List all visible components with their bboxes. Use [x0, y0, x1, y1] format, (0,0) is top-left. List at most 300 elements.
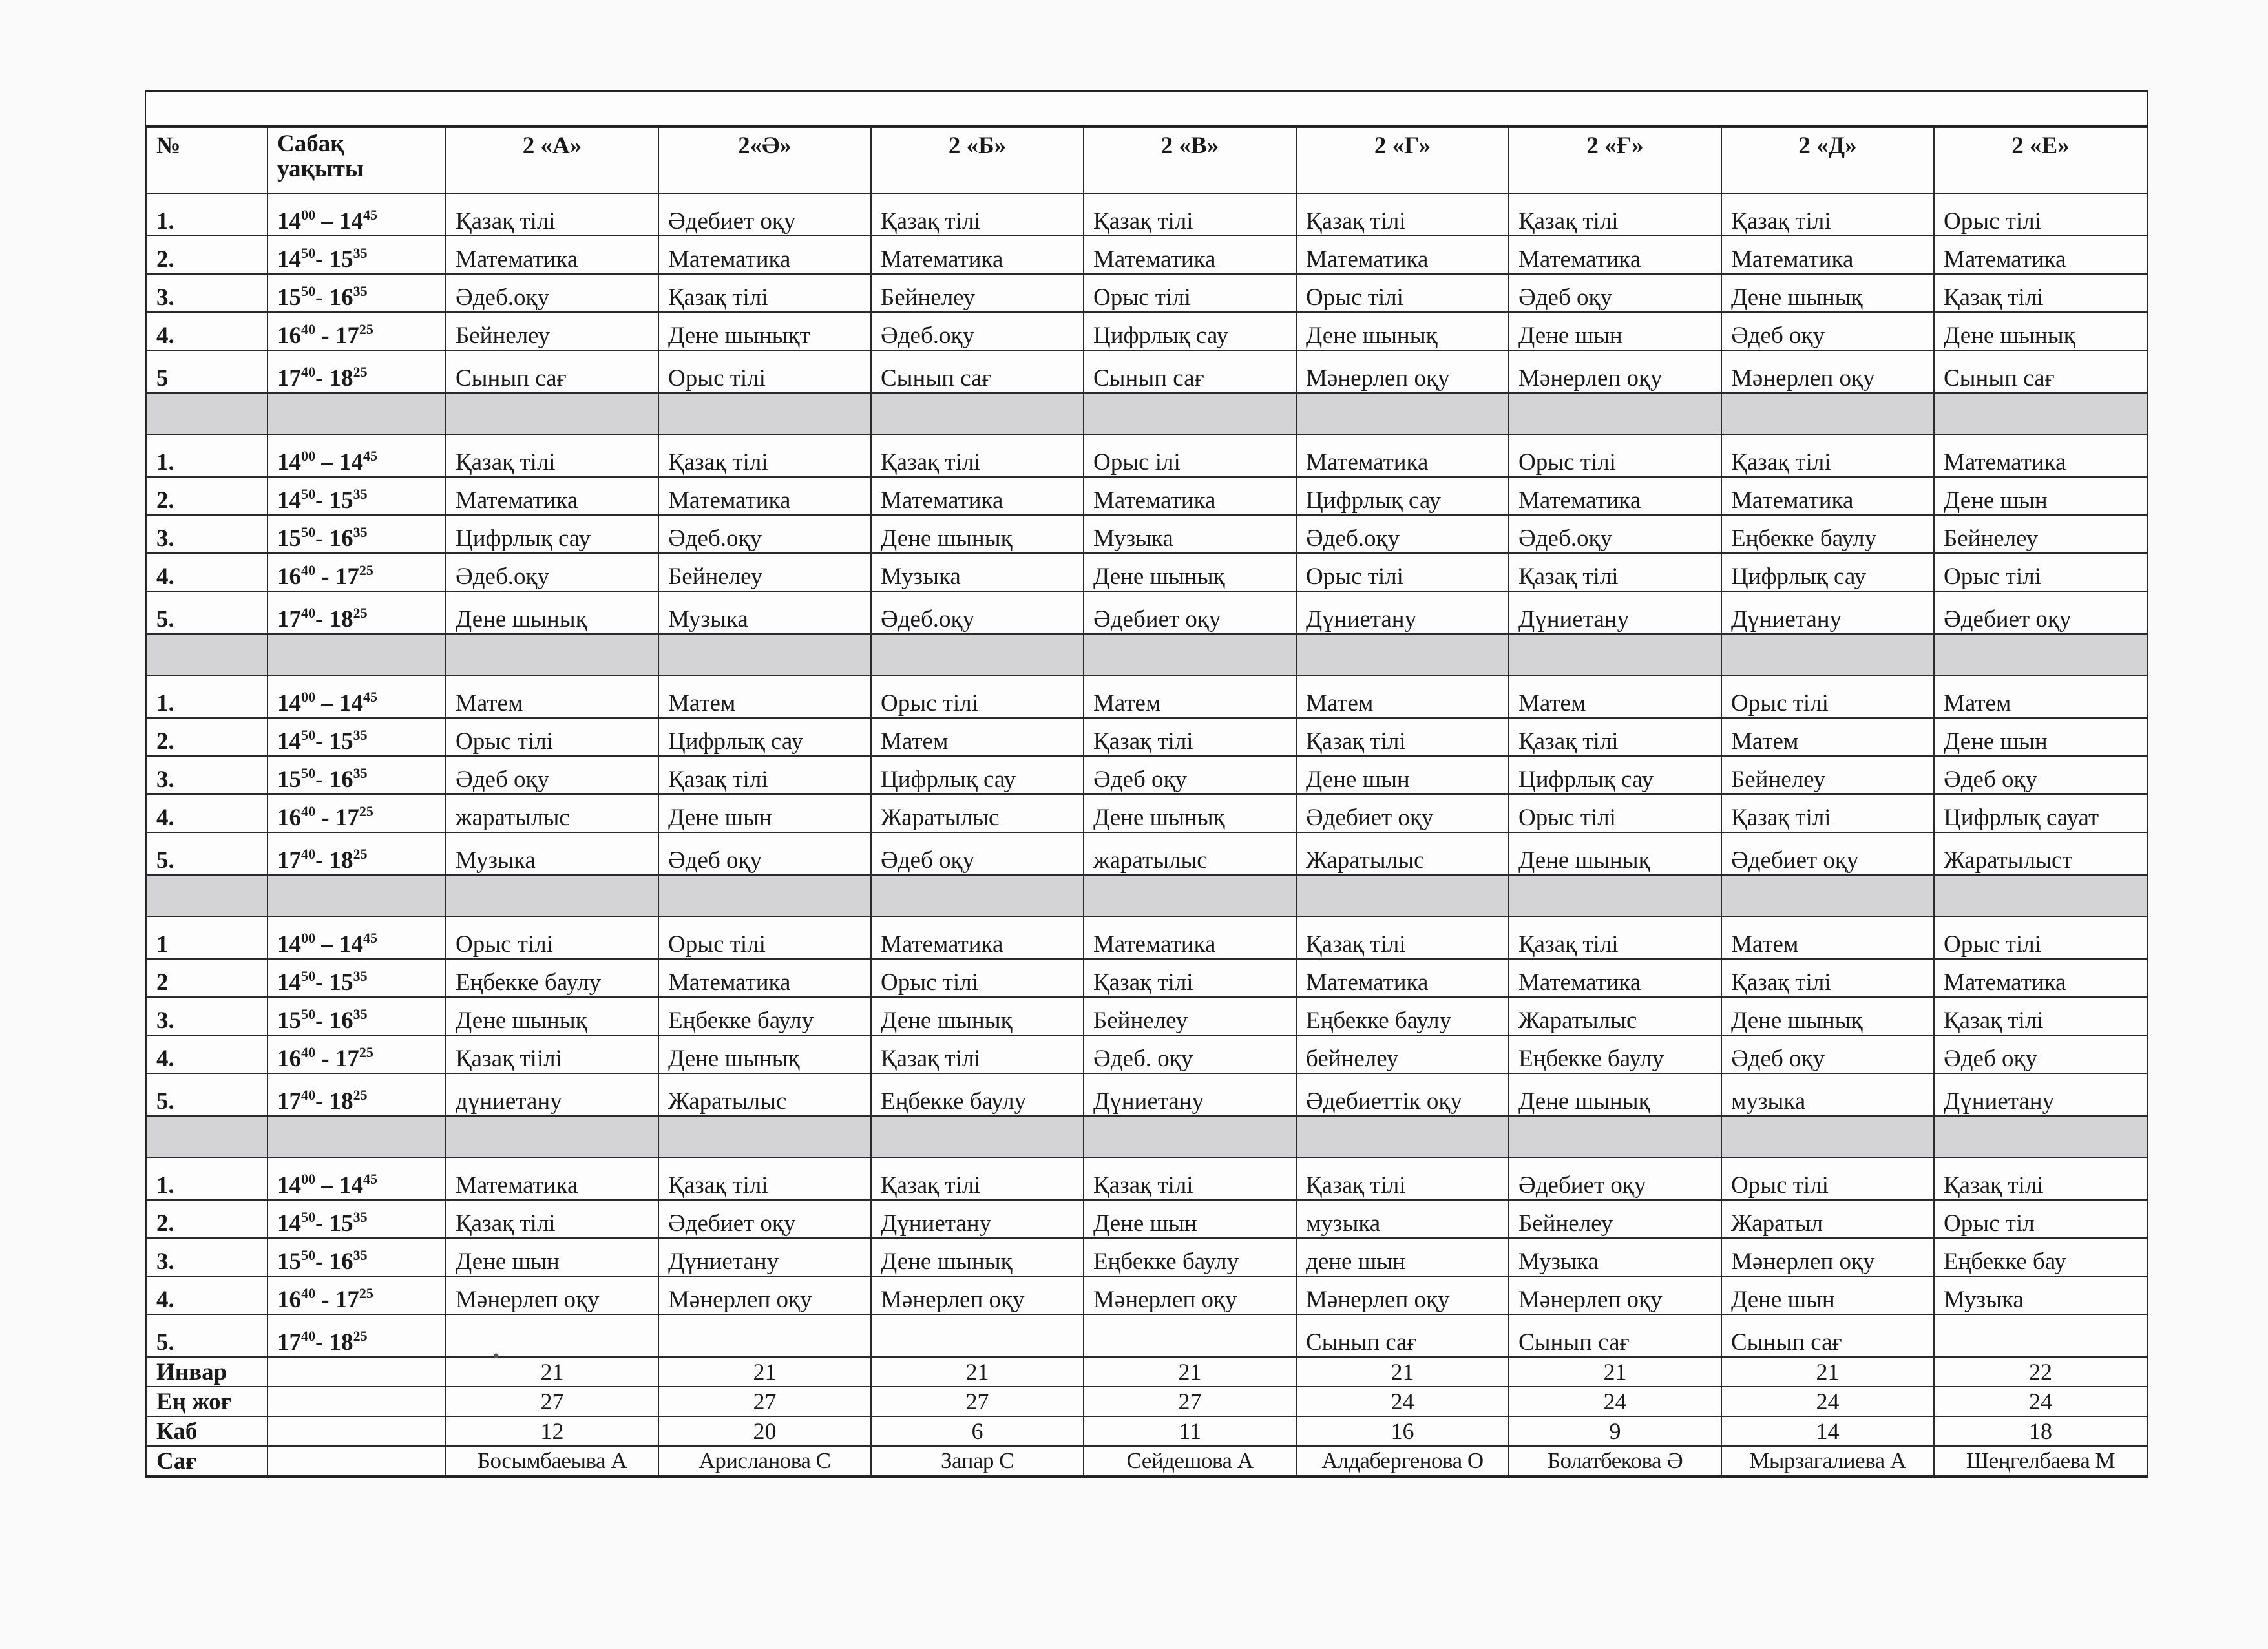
subject-cell: Орыс тілі [446, 916, 658, 959]
subject-cell: Дене шын [1509, 312, 1721, 350]
subject-cell: Қазақ тілі [871, 1035, 1084, 1073]
time-separator: - [315, 606, 330, 633]
header-class-2g: 2 «Г» [1296, 127, 1509, 193]
time-separator: - [315, 804, 335, 831]
time-start-hour: 15 [277, 525, 301, 552]
subject-cell: Мәнерлеп оқу [1296, 1276, 1509, 1314]
subject-cell: Мәнерлеп оқу [658, 1276, 871, 1314]
time-start-minutes: 00 [301, 207, 315, 223]
time-end-hour: 16 [329, 525, 353, 552]
subject-cell: Дене шынық [1721, 274, 1934, 312]
summary-value: 11 [1084, 1416, 1296, 1446]
time-separator: – [315, 208, 339, 235]
subject-cell: Әдеб.оқу [1509, 515, 1721, 553]
time-end-minutes: 25 [359, 562, 373, 578]
subject-cell: Еңбекке баулу [871, 1073, 1084, 1116]
lesson-number: 4. [147, 1276, 268, 1314]
subject-cell: Мәнерлеп оқу [1509, 350, 1721, 393]
subject-cell: Қазақ тілі [1721, 794, 1934, 832]
subject-cell: Әдебиет оқу [1084, 591, 1296, 634]
lesson-time [268, 236, 446, 274]
time-separator: - [315, 1287, 335, 1313]
lesson-number: 5. [147, 591, 268, 634]
subject-cell: Әдеб оқу [1509, 274, 1721, 312]
time-start-minutes: 50 [301, 1006, 315, 1022]
lesson-row [147, 236, 2147, 274]
time-end-hour: 17 [335, 1045, 359, 1072]
summary-value: 27 [871, 1387, 1084, 1416]
separator-cell [1509, 875, 1721, 916]
separator-cell [1509, 1116, 1721, 1157]
time-end-hour: 14 [339, 1172, 363, 1199]
time-start-hour: 17 [277, 1329, 301, 1356]
subject-cell: Матем [1934, 675, 2147, 718]
lesson-row [147, 1035, 2147, 1073]
time-separator: - [315, 322, 335, 349]
subject-cell: Цифрлық сау [871, 756, 1084, 794]
subject-cell: Орыс тілі [871, 959, 1084, 997]
time-start-minutes: 50 [301, 283, 315, 299]
lesson-time [268, 1073, 446, 1116]
subject-cell: Дене шынық [446, 997, 658, 1035]
day-separator [147, 875, 2147, 916]
separator-cell [446, 634, 658, 675]
lesson-number: 1. [147, 675, 268, 718]
time-separator: - [315, 365, 330, 392]
subject-cell: Жаратылыс [871, 794, 1084, 832]
lesson-time [268, 1314, 446, 1357]
time-start-minutes: 40 [301, 1087, 315, 1103]
lesson-time [268, 959, 446, 997]
lesson-time [268, 553, 446, 591]
subject-cell: Қазақ тілі [871, 434, 1084, 477]
summary-blank-cell [268, 1357, 446, 1387]
lesson-number: 5. [147, 832, 268, 875]
lesson-number: 3. [147, 515, 268, 553]
time-end-minutes: 35 [353, 524, 368, 540]
summary-value: 21 [1509, 1357, 1721, 1387]
subject-cell: Орыс тіл [1934, 1200, 2147, 1238]
subject-cell: Музыка [1509, 1238, 1721, 1276]
summary-value: 24 [1721, 1387, 1934, 1416]
lesson-time [268, 1276, 446, 1314]
time-end-hour: 17 [335, 1287, 359, 1313]
subject-cell: Математика [446, 477, 658, 515]
subject-cell: Цифрлық сау [1296, 477, 1509, 515]
time-separator: - [315, 1088, 330, 1115]
subject-cell: Математика [1934, 236, 2147, 274]
subject-cell: Қазақ тілі [1296, 718, 1509, 756]
summary-blank-cell [268, 1446, 446, 1476]
lesson-row [147, 794, 2147, 832]
lesson-number: 1. [147, 193, 268, 236]
lesson-number: 5. [147, 1073, 268, 1116]
time-end-hour: 15 [329, 1210, 353, 1237]
subject-cell: Қазақ тіілі [446, 1035, 658, 1073]
header-class-2gh: 2 «Ғ» [1509, 127, 1721, 193]
time-end-hour: 14 [339, 690, 363, 717]
subject-cell: жаратылыс [446, 794, 658, 832]
separator-cell [147, 393, 268, 434]
subject-cell: Дене шынық [871, 515, 1084, 553]
subject-cell: Әдеб оқу [1084, 756, 1296, 794]
subject-cell: Дене шынық [1509, 832, 1721, 875]
subject-cell: Математика [1296, 959, 1509, 997]
subject-cell: Математика [1721, 236, 1934, 274]
lesson-number: 1 [147, 916, 268, 959]
separator-cell [268, 393, 446, 434]
subject-cell: Сынып сағ [871, 350, 1084, 393]
subject-cell: Математика [1509, 477, 1721, 515]
subject-cell: Орыс тілі [1721, 1157, 1934, 1200]
time-end-hour: 15 [329, 969, 353, 996]
time-start-hour: 15 [277, 284, 301, 311]
subject-cell: Дүниетану [1509, 591, 1721, 634]
lesson-row [147, 274, 2147, 312]
separator-cell [658, 875, 871, 916]
separator-cell [1084, 875, 1296, 916]
subject-cell: Дүниетану [1721, 591, 1934, 634]
subject-cell: Қазақ тілі [1296, 916, 1509, 959]
subject-cell: Мәнерлеп оқу [1509, 1276, 1721, 1314]
lesson-row [147, 997, 2147, 1035]
subject-cell: Математика [1934, 959, 2147, 997]
lesson-number: 1. [147, 1157, 268, 1200]
subject-cell: Орыс тілі [871, 675, 1084, 718]
summary-label: Инвар [147, 1357, 268, 1387]
time-start-minutes: 40 [301, 803, 315, 819]
subject-cell: Еңбекке баулу [1721, 515, 1934, 553]
subject-cell: Орыс ілі [1084, 434, 1296, 477]
subject-cell: Математика [871, 236, 1084, 274]
lesson-number: 5 [147, 350, 268, 393]
subject-cell: Музыка [658, 591, 871, 634]
time-separator: - [315, 487, 330, 514]
time-end-minutes: 25 [353, 364, 368, 380]
separator-cell [658, 393, 871, 434]
lesson-row [147, 434, 2147, 477]
subject-cell: Әдеб оқу [1934, 756, 2147, 794]
summary-value: 27 [658, 1387, 871, 1416]
lesson-time [268, 718, 446, 756]
subject-cell: Жаратылыс [1296, 832, 1509, 875]
time-end-minutes: 35 [353, 486, 368, 502]
subject-cell [446, 1314, 658, 1357]
subject-cell: Қазақ тілі [1721, 434, 1934, 477]
subject-cell: Математика [658, 477, 871, 515]
subject-cell: Орыс тілі [1296, 553, 1509, 591]
time-end-minutes: 25 [359, 1044, 373, 1060]
header-class-2b: 2 «Б» [871, 127, 1084, 193]
summary-value: 24 [1509, 1387, 1721, 1416]
subject-cell: Бейнелеу [1721, 756, 1934, 794]
time-end-minutes: 25 [359, 321, 373, 337]
separator-cell [1296, 634, 1509, 675]
subject-cell: Дүниетану [658, 1238, 871, 1276]
subject-cell: Қазақ тілі [658, 1157, 871, 1200]
lesson-row [147, 350, 2147, 393]
lesson-row [147, 1073, 2147, 1116]
subject-cell: Матем [1084, 675, 1296, 718]
subject-cell: Дене шынық [1509, 1073, 1721, 1116]
time-start-minutes: 00 [301, 689, 315, 705]
lesson-row [147, 477, 2147, 515]
teacher-name: Босымбаеыва А [446, 1446, 658, 1476]
subject-cell: Математика [1509, 959, 1721, 997]
subject-cell: Әдебиет оқу [1509, 1157, 1721, 1200]
lesson-row [147, 193, 2147, 236]
separator-cell [1934, 875, 2147, 916]
subject-cell: Математика [658, 959, 871, 997]
lesson-row [147, 1200, 2147, 1238]
header-row [147, 127, 2147, 193]
subject-cell: Математика [1296, 434, 1509, 477]
subject-cell: Әдеб оқу [1934, 1035, 2147, 1073]
lesson-time [268, 916, 446, 959]
subject-cell: Дүниетану [871, 1200, 1084, 1238]
subject-cell: Қазақ тілі [446, 1200, 658, 1238]
subject-cell: Жаратылыс [1509, 997, 1721, 1035]
separator-cell [446, 875, 658, 916]
summary-value: 21 [1721, 1357, 1934, 1387]
separator-cell [1934, 393, 2147, 434]
header-class-2ae: 2«Ә» [658, 127, 871, 193]
lesson-row [147, 959, 2147, 997]
subject-cell: Әдеб оқу [1721, 312, 1934, 350]
header-class-2v: 2 «В» [1084, 127, 1296, 193]
time-start-hour: 17 [277, 1088, 301, 1115]
subject-cell: Дене шын [446, 1238, 658, 1276]
time-end-minutes: 35 [353, 245, 368, 261]
separator-cell [147, 634, 268, 675]
subject-cell: Мәнерлеп оқу [871, 1276, 1084, 1314]
subject-cell: Жаратылыс [658, 1073, 871, 1116]
day-separator [147, 634, 2147, 675]
stray-ink-mark: • [491, 1347, 501, 1367]
time-start-minutes: 50 [301, 486, 315, 502]
summary-value: 21 [446, 1357, 658, 1387]
teacher-name: Алдабергенова О [1296, 1446, 1509, 1476]
header-class-2e: 2 «Е» [1934, 127, 2147, 193]
time-end-hour: 15 [329, 728, 353, 755]
lesson-number: 4. [147, 312, 268, 350]
lesson-time [268, 794, 446, 832]
lesson-number: 2. [147, 1200, 268, 1238]
time-start-hour: 14 [277, 246, 301, 273]
lesson-row [147, 675, 2147, 718]
summary-value: 21 [1084, 1357, 1296, 1387]
time-start-minutes: 50 [301, 765, 315, 781]
day-separator [147, 393, 2147, 434]
subject-cell: Сынып сағ [446, 350, 658, 393]
separator-cell [446, 1116, 658, 1157]
subject-cell: Еңбекке бау [1934, 1238, 2147, 1276]
lesson-row [147, 312, 2147, 350]
lesson-time [268, 274, 446, 312]
subject-cell: Математика [1084, 477, 1296, 515]
lesson-number: 4. [147, 794, 268, 832]
separator-cell [1721, 634, 1934, 675]
time-separator: – [315, 931, 339, 958]
subject-cell: Әдеб оқу [871, 832, 1084, 875]
subject-cell: Матем [1296, 675, 1509, 718]
subject-cell: Дене шынық [1084, 794, 1296, 832]
time-start-hour: 15 [277, 1007, 301, 1034]
time-end-hour: 16 [329, 1007, 353, 1034]
subject-cell: Математика [1934, 434, 2147, 477]
teacher-name: Мырзагалиева А [1721, 1446, 1934, 1476]
subject-cell: Цифрлық сау [1721, 553, 1934, 591]
subject-cell: Қазақ тілі [1084, 718, 1296, 756]
lesson-time [268, 1035, 446, 1073]
time-start-minutes: 40 [301, 846, 315, 862]
teacher-name: Болатбекова Ә [1509, 1446, 1721, 1476]
time-end-hour: 14 [339, 208, 363, 235]
summary-value: 27 [446, 1387, 658, 1416]
time-start-minutes: 40 [301, 364, 315, 380]
time-end-minutes: 45 [363, 448, 377, 464]
teacher-name: Арисланова С [658, 1446, 871, 1476]
time-separator: – [315, 1172, 339, 1199]
lesson-number: 3. [147, 274, 268, 312]
subject-cell: Әдебиет оқу [1934, 591, 2147, 634]
subject-cell: Әдебиет оқу [1296, 794, 1509, 832]
lesson-row [147, 916, 2147, 959]
time-start-minutes: 50 [301, 1247, 315, 1263]
lesson-time [268, 515, 446, 553]
time-separator: - [315, 728, 330, 755]
subject-cell: дүниетану [446, 1073, 658, 1116]
subject-cell: Бейнелеу [1934, 515, 2147, 553]
time-end-hour: 15 [329, 487, 353, 514]
separator-cell [1721, 1116, 1934, 1157]
lesson-time [268, 756, 446, 794]
summary-value: 21 [1296, 1357, 1509, 1387]
time-start-hour: 16 [277, 1287, 301, 1313]
subject-cell: Әдеб.оқу [1296, 515, 1509, 553]
lesson-row [147, 1276, 2147, 1314]
subject-cell: Орыс тілі [1296, 274, 1509, 312]
time-start-minutes: 40 [301, 321, 315, 337]
subject-cell: Музыка [1934, 1276, 2147, 1314]
time-separator: - [315, 1210, 330, 1237]
subject-cell: Бейнелеу [1509, 1200, 1721, 1238]
subject-cell: Дүниетану [1296, 591, 1509, 634]
subject-cell: Әдеб.оқу [871, 591, 1084, 634]
lesson-time [268, 434, 446, 477]
subject-cell: Математика [446, 1157, 658, 1200]
separator-cell [1721, 875, 1934, 916]
subject-cell: Қазақ тілі [1084, 959, 1296, 997]
subject-cell: Дене шын [1934, 477, 2147, 515]
separator-cell [871, 393, 1084, 434]
time-end-minutes: 35 [353, 1247, 368, 1263]
time-end-minutes: 25 [353, 1328, 368, 1344]
summary-row [147, 1357, 2147, 1387]
time-separator: - [315, 284, 330, 311]
time-start-minutes: 40 [301, 562, 315, 578]
time-end-minutes: 25 [359, 803, 373, 819]
separator-cell [1934, 634, 2147, 675]
time-start-hour: 14 [277, 1172, 301, 1199]
subject-cell: Математика [1509, 236, 1721, 274]
subject-cell: Математика [446, 236, 658, 274]
subject-cell: Сынып сағ [1084, 350, 1296, 393]
subject-cell: Қазақ тілі [1934, 997, 2147, 1035]
subject-cell: Музыка [1084, 515, 1296, 553]
subject-cell: Матем [446, 675, 658, 718]
subject-cell: Орыс тілі [1721, 675, 1934, 718]
subject-cell: Әдебиет оқу [1721, 832, 1934, 875]
subject-cell: Дене шынық [1296, 312, 1509, 350]
subject-cell: Еңбекке баулу [1509, 1035, 1721, 1073]
separator-cell [1296, 393, 1509, 434]
subject-cell: Қазақ тілі [1084, 1157, 1296, 1200]
subject-cell: Орыс тілі [1509, 794, 1721, 832]
subject-cell: Математика [658, 236, 871, 274]
lesson-time [268, 832, 446, 875]
subject-cell: Бейнелеу [658, 553, 871, 591]
subject-cell: Дене шынық [1934, 312, 2147, 350]
schedule-table [146, 127, 2148, 1476]
lesson-time [268, 1238, 446, 1276]
subject-cell: Музыка [871, 553, 1084, 591]
subject-cell [1084, 1314, 1296, 1357]
time-end-minutes: 35 [353, 1006, 368, 1022]
time-start-minutes: 40 [301, 1328, 315, 1344]
time-separator: - [315, 1248, 330, 1275]
time-end-hour: 17 [335, 804, 359, 831]
subject-cell: Әдеб. оқу [1084, 1035, 1296, 1073]
time-end-minutes: 25 [353, 605, 368, 621]
time-end-hour: 15 [329, 246, 353, 273]
summary-value: 16 [1296, 1416, 1509, 1446]
time-start-minutes: 40 [301, 1044, 315, 1060]
teacher-name: Шеңгелбаева М [1934, 1446, 2147, 1476]
time-end-hour: 16 [329, 1248, 353, 1275]
subject-cell: Орыс тілі [1084, 274, 1296, 312]
time-end-minutes: 45 [363, 1171, 377, 1187]
time-start-minutes: 50 [301, 727, 315, 743]
subject-cell: Цифрлық сауат [1934, 794, 2147, 832]
header-class-2a: 2 «А» [446, 127, 658, 193]
header-number: № [147, 127, 268, 193]
subject-cell: Қазақ тілі [1509, 916, 1721, 959]
separator-cell [1084, 634, 1296, 675]
separator-cell [1934, 1116, 2147, 1157]
subject-cell: Матем [871, 718, 1084, 756]
time-start-minutes: 00 [301, 448, 315, 464]
subject-cell: Матем [1721, 916, 1934, 959]
subject-cell: Әдеб.оқу [871, 312, 1084, 350]
time-start-minutes: 00 [301, 930, 315, 946]
separator-cell [1509, 634, 1721, 675]
time-start-hour: 17 [277, 365, 301, 392]
summary-value: 18 [1934, 1416, 2147, 1446]
time-separator: - [315, 1329, 330, 1356]
separator-cell [1296, 1116, 1509, 1157]
time-separator: - [315, 969, 330, 996]
subject-cell: Цифрлық сау [1509, 756, 1721, 794]
subject-cell [1934, 1314, 2147, 1357]
top-blank-strip [146, 92, 2147, 127]
separator-cell [268, 1116, 446, 1157]
subject-cell: Матем [1721, 718, 1934, 756]
time-start-hour: 14 [277, 487, 301, 514]
lesson-number: 3. [147, 997, 268, 1035]
time-start-minutes: 50 [301, 1209, 315, 1225]
time-start-minutes: 50 [301, 524, 315, 540]
